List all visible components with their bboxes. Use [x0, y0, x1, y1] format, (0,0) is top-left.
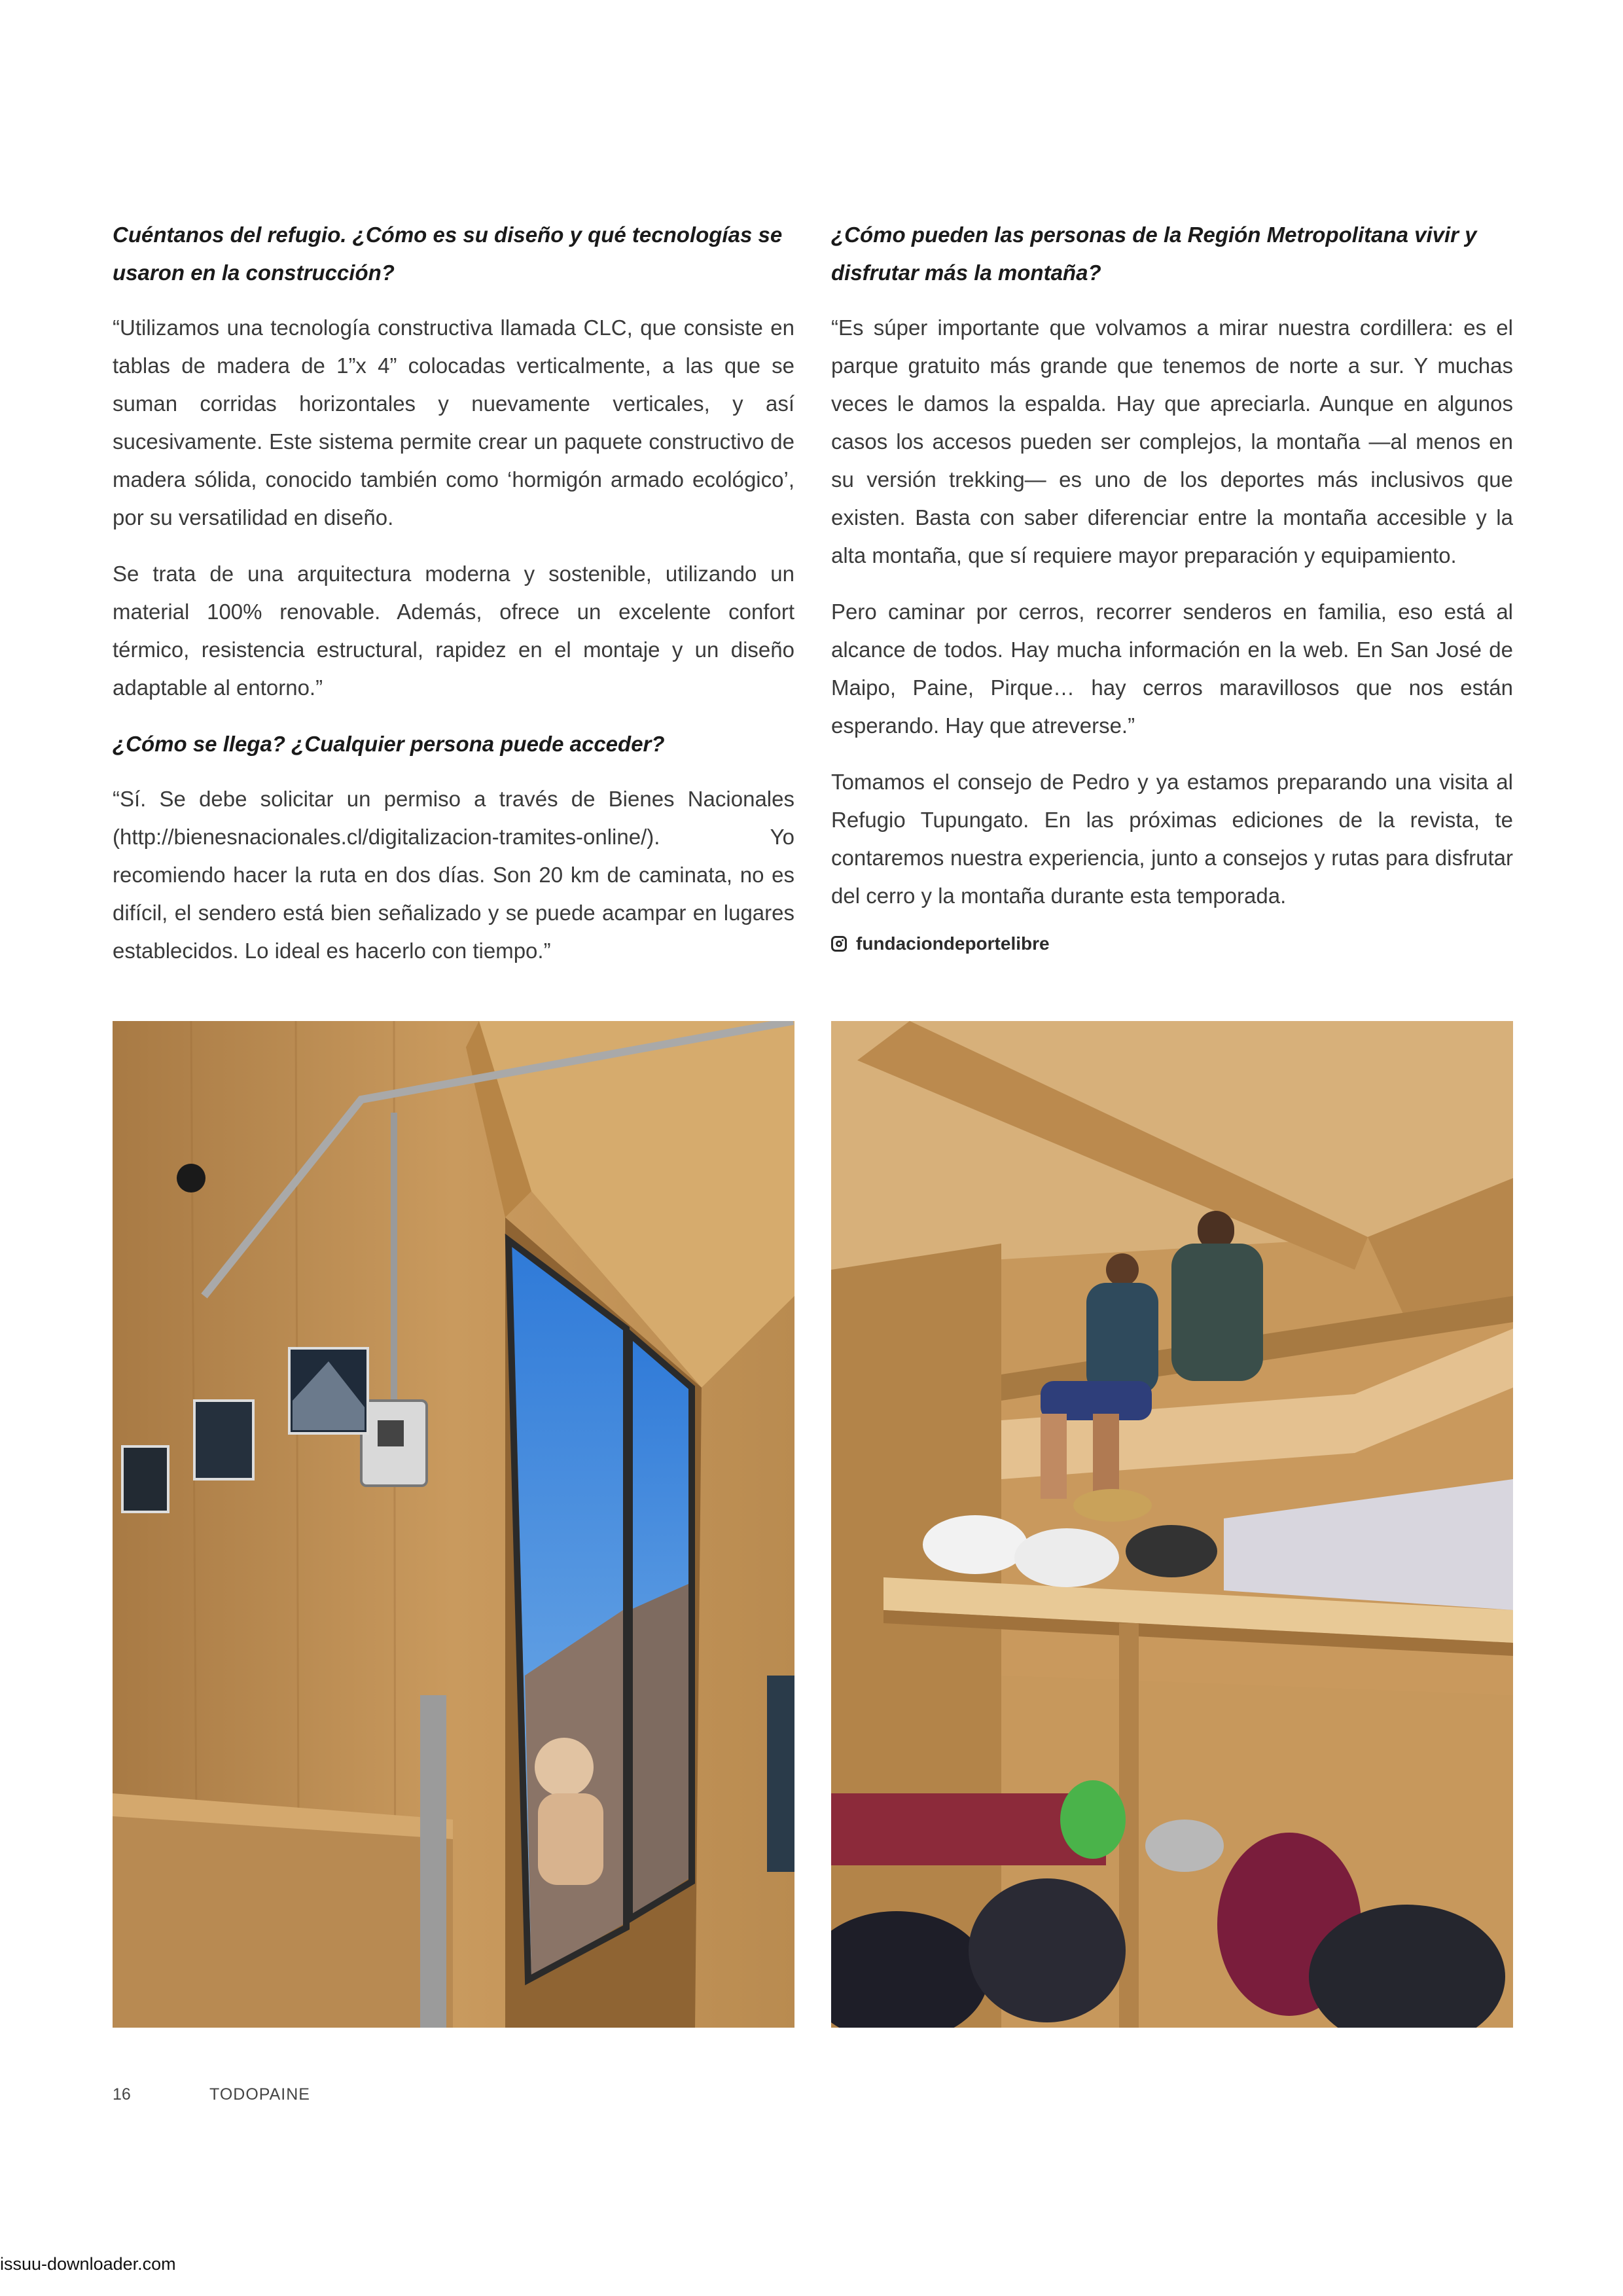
- watermark: issuu-downloader.com: [0, 2254, 176, 2274]
- answer-design-p1: “Utilizamos una tecnología constructiva llamada CLC, que consiste en tablas de madera de 1”x 4” colocadas verticalmente, a las que se suman corridas horizontales y nuevamente verticales, y así sucesivamente. Este sistema permite crear un paquete constructivo de madera sólida, conocido también como ‘hormigón armado ecológico’, por su versatilidad en diseño.: [113, 315, 794, 529]
- question-mountain: ¿Cómo pueden las personas de la Región Metropolitana vivir y disfrutar más la montaña?: [831, 223, 1477, 285]
- closing-paragraph: Tomamos el consejo de Pedro y ya estamos preparando una visita al Refugio Tupungato. En las próximas ediciones de la revista, te contaremos nuestra experiencia, junto a consejos y rutas para disfrutar del cerro y la montaña durante esta temporada.: [831, 770, 1513, 908]
- article-column-right: [831, 216, 1513, 954]
- page-number: 16: [113, 2085, 131, 2104]
- answer-mountain-p1: “Es súper importante que volvamos a mirar nuestra cordillera: es el parque gratuito más grande que tenemos de norte a sur. Y muchas veces le damos la espalda. Hay que apreciarla. Aunque en algunos casos los accesos pueden ser complejos, la montaña —al menos en su versión trekking— es uno de los deportes más inclusivos que existen. Basta con saber diferenciar entre la montaña accesible y la alta montaña, que sí requiere mayor preparación y equipamiento.: [831, 315, 1513, 567]
- instagram-icon: [831, 936, 847, 952]
- social-handle-text[interactable]: fundaciondeportelibre: [856, 933, 1050, 954]
- question-access: ¿Cómo se llega? ¿Cualquier persona puede acceder?: [113, 732, 665, 756]
- answer-design-p2: Se trata de una arquitectura moderna y sostenible, utilizando un material 100% renovable. Además, ofrece un excelente confort térmico, resistencia estructural, rapidez en el montaje y un diseño adaptable al entorno.”: [113, 562, 794, 700]
- photo-refuge-window: [113, 1021, 794, 2028]
- photo-refuge-bunks: [831, 1021, 1513, 2028]
- article-column-left: [113, 216, 794, 988]
- answer-access: “Sí. Se debe solicitar un permiso a través de Bienes Nacionales (http://bienesnacionales.cl/digitalizacion-tramites-online/). Yo recomiendo hacer la ruta en dos días. Son 20 km de caminata, no es difícil, el sendero está bien señalizado y se puede acampar en lugares establecidos. Lo ideal es hacerlo con tiempo.”: [113, 787, 794, 963]
- answer-mountain-p2: Pero caminar por cerros, recorrer senderos en familia, eso está al alcance de todos. Hay mucha información en la web. En San José de Maipo, Paine, Pirque… hay cerros maravillosos que nos están esperando. Hay que atreverse.”: [831, 600, 1513, 738]
- social-handle[interactable]: [831, 933, 1513, 954]
- publication-name: TODOPAINE: [209, 2085, 310, 2104]
- question-design: Cuéntanos del refugio. ¿Cómo es su diseño y qué tecnologías se usaron en la construcción?: [113, 223, 783, 285]
